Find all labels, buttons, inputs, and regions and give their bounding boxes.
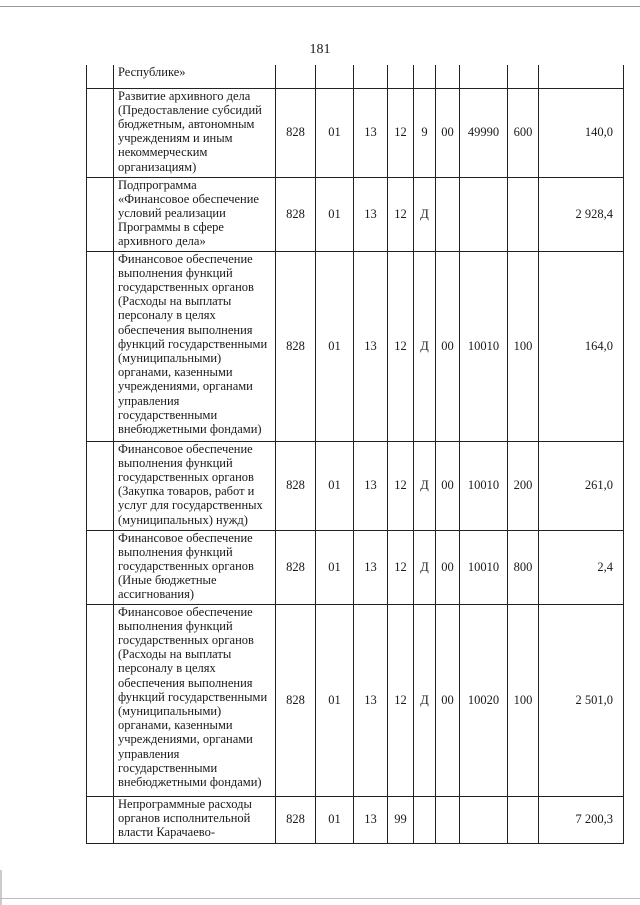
cell-csr-program: 12: [388, 177, 414, 251]
cell-pr: 13: [354, 251, 388, 441]
cell-amount: 164,0: [539, 251, 624, 441]
cell-gr: 828: [276, 88, 316, 177]
blank-cell: [87, 88, 114, 177]
cell-amount: 7 200,3: [539, 796, 624, 843]
scan-edge-mark: [0, 870, 2, 905]
cell-name: Финансовое обеспечение выполнения функций государственных органов (Иные бюджетные ассигнования): [114, 530, 276, 604]
cell-gr: 828: [276, 530, 316, 604]
cell-amount: 261,0: [539, 441, 624, 530]
blank-cell: [87, 65, 114, 88]
cell-vr: 100: [508, 251, 539, 441]
cell-gr: 828: [276, 251, 316, 441]
cell-csr-program: 12: [388, 530, 414, 604]
cell-csr-subprogram: Д: [414, 604, 436, 796]
cell-csr-subprogram: Д: [414, 251, 436, 441]
cell-gr: 828: [276, 604, 316, 796]
cell-name: Финансовое обеспечение выполнения функций государственных органов (Расходы на выплаты персоналу в целях обеспечения выполнения функций государственными (муниципальными) органами, казенными учреждениями, органами управления государственными внебюджетными фондами): [114, 251, 276, 441]
cell-csr-program: [388, 65, 414, 88]
cell-csr-direction: 49990: [460, 88, 508, 177]
table-row: [87, 604, 624, 796]
cell-rz: [316, 65, 354, 88]
cell-rz: 01: [316, 177, 354, 251]
cell-pr: 13: [354, 796, 388, 843]
cell-csr-event: 00: [436, 251, 460, 441]
cell-name: Подпрограмма «Финансовое обеспечение условий реализации Программы в сфере архивного дела»: [114, 177, 276, 251]
table-row: [87, 251, 624, 441]
cell-csr-event: 00: [436, 604, 460, 796]
cell-vr: 200: [508, 441, 539, 530]
cell-rz: 01: [316, 251, 354, 441]
cell-pr: 13: [354, 88, 388, 177]
cell-vr: [508, 796, 539, 843]
blank-cell: [87, 177, 114, 251]
scan-bottom-edge: [0, 898, 640, 899]
cell-amount: 2 928,4: [539, 177, 624, 251]
cell-csr-direction: 10010: [460, 530, 508, 604]
cell-csr-direction: 10010: [460, 251, 508, 441]
cell-amount: 140,0: [539, 88, 624, 177]
cell-name: Финансовое обеспечение выполнения функций государственных органов (Расходы на выплаты персоналу в целях обеспечения выполнения функций государственными (муниципальными) органами, казенными учреждениями, органами управления государственными внебюджетными фондами): [114, 604, 276, 796]
table-row: [87, 796, 624, 843]
cell-vr: [508, 177, 539, 251]
cell-vr: 800: [508, 530, 539, 604]
cell-csr-event: 00: [436, 88, 460, 177]
cell-pr: 13: [354, 530, 388, 604]
cell-csr-direction: 10010: [460, 441, 508, 530]
cell-rz: 01: [316, 88, 354, 177]
cell-gr: [276, 65, 316, 88]
cell-name: Непрограммные расходы органов исполнительной власти Карачаево-: [114, 796, 276, 843]
cell-csr-subprogram: Д: [414, 530, 436, 604]
table-row: [87, 530, 624, 604]
cell-csr-direction: [460, 177, 508, 251]
blank-cell: [87, 604, 114, 796]
cell-pr: 13: [354, 604, 388, 796]
cell-csr-direction: 10020: [460, 604, 508, 796]
cell-name: Финансовое обеспечение выполнения функций государственных органов (Закупка товаров, работ и услуг для государственных (муниципальных) нужд): [114, 441, 276, 530]
cell-name: Развитие архивного дела (Предоставление субсидий бюджетным, автономным учреждениям и иным некоммерческим организациям): [114, 88, 276, 177]
cell-csr-program: 12: [388, 88, 414, 177]
cell-rz: 01: [316, 604, 354, 796]
cell-csr-event: [436, 177, 460, 251]
blank-cell: [87, 251, 114, 441]
cell-csr-program: 12: [388, 441, 414, 530]
cell-csr-direction: [460, 796, 508, 843]
cell-csr-subprogram: [414, 796, 436, 843]
cell-pr: 13: [354, 177, 388, 251]
cell-csr-event: 00: [436, 441, 460, 530]
cell-rz: 01: [316, 796, 354, 843]
cell-rz: 01: [316, 441, 354, 530]
blank-cell: [87, 530, 114, 604]
budget-table: [86, 65, 624, 844]
page-number: 181: [309, 42, 331, 57]
cell-csr-program: 99: [388, 796, 414, 843]
cell-csr-subprogram: 9: [414, 88, 436, 177]
cell-amount: 2 501,0: [539, 604, 624, 796]
scan-top-edge: [0, 6, 640, 7]
table-row: [87, 65, 624, 88]
cell-csr-subprogram: Д: [414, 441, 436, 530]
cell-amount: [539, 65, 624, 88]
cell-gr: 828: [276, 441, 316, 530]
cell-gr: 828: [276, 796, 316, 843]
cell-name: Республике»: [114, 65, 276, 88]
blank-cell: [87, 441, 114, 530]
blank-cell: [87, 796, 114, 843]
cell-csr-event: 00: [436, 530, 460, 604]
table-row: [87, 177, 624, 251]
cell-vr: 600: [508, 88, 539, 177]
cell-csr-program: 12: [388, 251, 414, 441]
cell-rz: 01: [316, 530, 354, 604]
cell-csr-program: 12: [388, 604, 414, 796]
cell-pr: 13: [354, 441, 388, 530]
table-row: [87, 441, 624, 530]
cell-vr: [508, 65, 539, 88]
table-row: [87, 88, 624, 177]
cell-csr-event: [436, 796, 460, 843]
cell-pr: [354, 65, 388, 88]
cell-csr-direction: [460, 65, 508, 88]
cell-csr-event: [436, 65, 460, 88]
cell-amount: 2,4: [539, 530, 624, 604]
cell-csr-subprogram: [414, 65, 436, 88]
cell-gr: 828: [276, 177, 316, 251]
cell-vr: 100: [508, 604, 539, 796]
cell-csr-subprogram: Д: [414, 177, 436, 251]
